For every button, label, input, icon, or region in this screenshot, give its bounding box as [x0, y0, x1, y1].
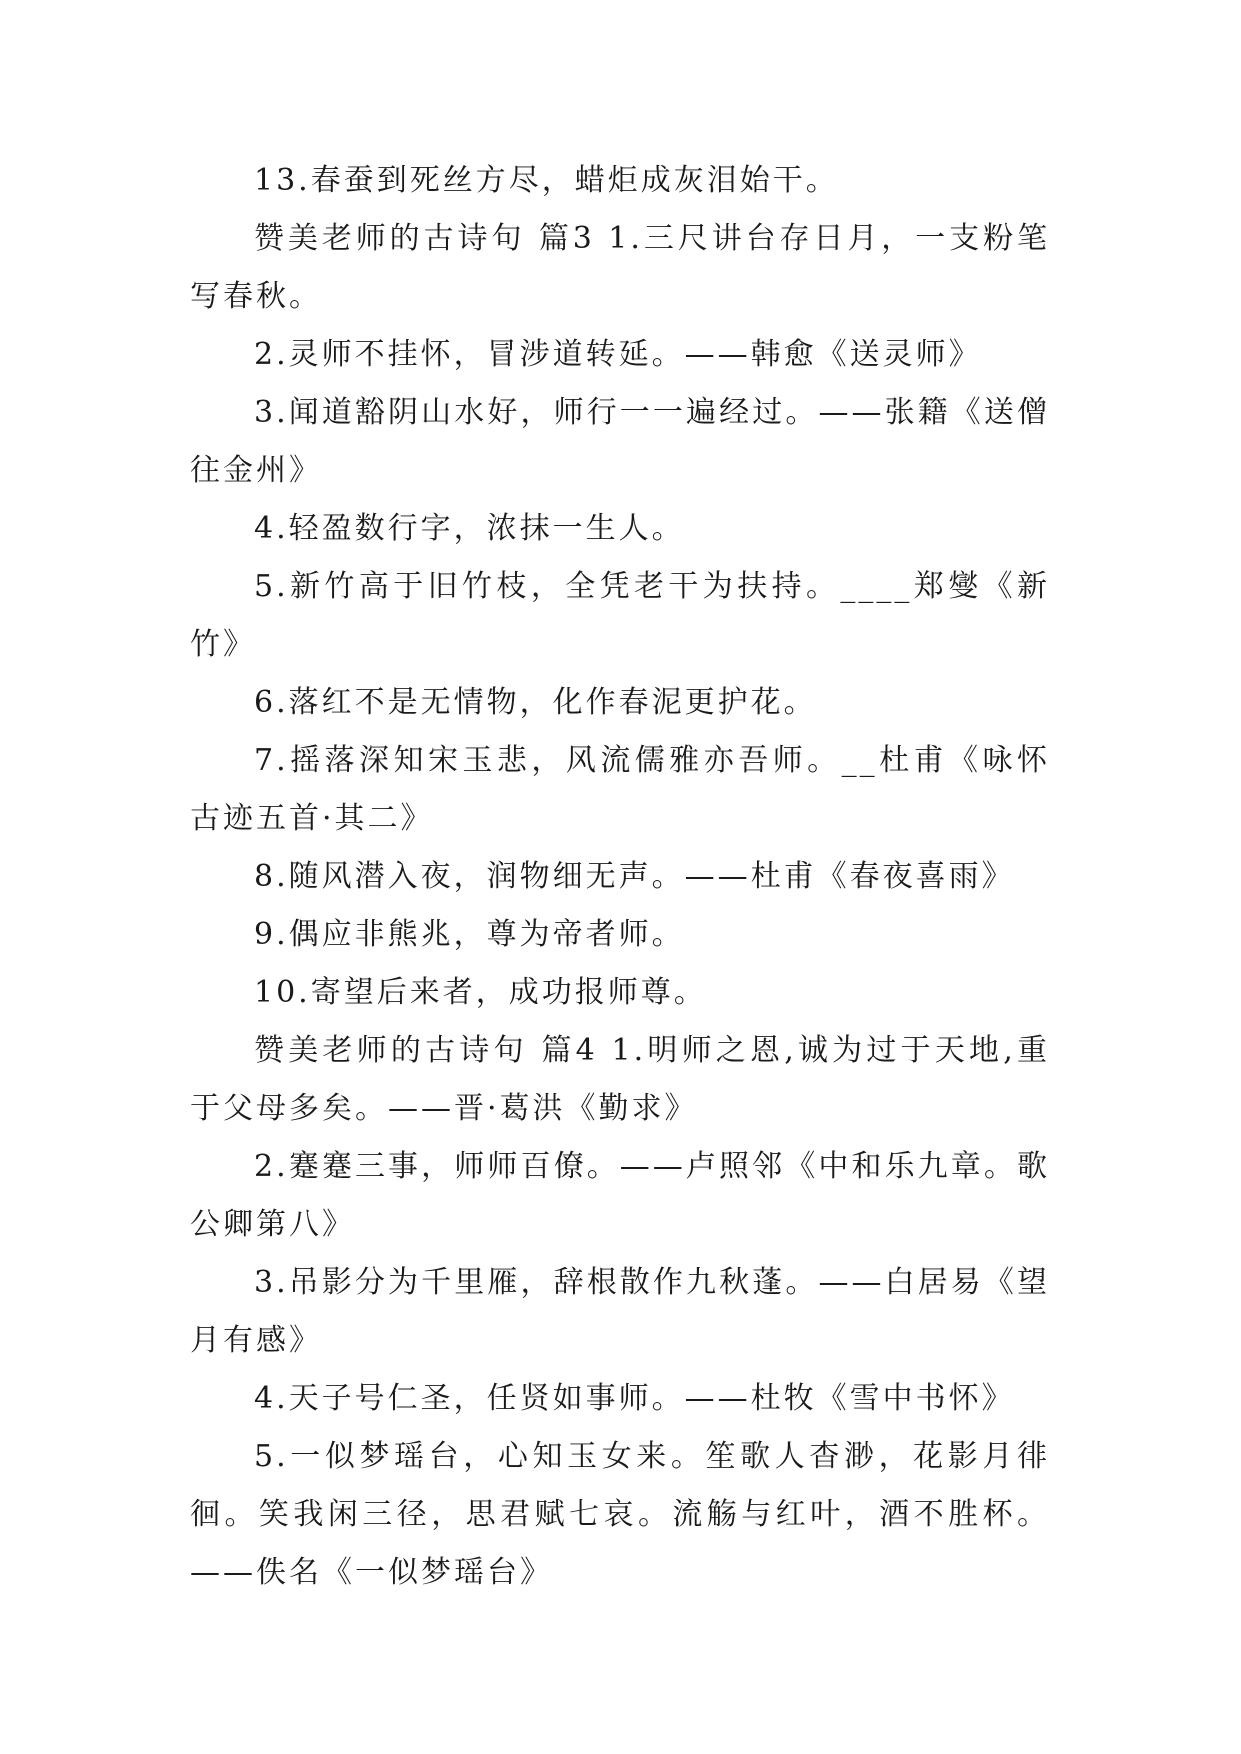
paragraph-line-2-s3: 2.灵师不挂怀，冒涉道转延。——韩愈《送灵师》: [254, 337, 982, 372]
paragraph-line-9-s3: 9.偶应非熊兆，尊为帝者师。: [254, 917, 685, 952]
paragraph-line-6-s3: 6.落红不是无情物，化作春泥更护花。: [254, 685, 817, 720]
paragraph-line-10-s3: 10.寄望后来者，成功报师尊。: [254, 975, 707, 1010]
paragraph-line-5-s3: 5.新竹高于旧竹枝，全凭老干为扶持。____郑燮《新竹》: [190, 569, 1050, 662]
document-body: [190, 152, 1050, 1602]
paragraph-line-5-s4: 5.一似梦瑶台，心知玉女来。笙歌人杳渺，花影月徘徊。笑我闲三径，思君赋七哀。流觞与红叶，酒不胜杯。——佚名《一似梦瑶台》: [190, 1439, 1050, 1590]
paragraph-section-4-heading: 赞美老师的古诗句 篇4 1.明师之恩,诚为过于天地,重于父母多矣。——晋·葛洪《勤求》: [190, 1033, 1050, 1126]
paragraph-line-2-s4: 2.蹇蹇三事，师师百僚。——卢照邻《中和乐九章。歌公卿第八》: [190, 1149, 1050, 1242]
paragraph-line-4-s4: 4.天子号仁圣，任贤如事师。——杜牧《雪中书怀》: [254, 1381, 1015, 1416]
paragraph-line-13: 13.春蚕到死丝方尽，蜡炬成灰泪始干。: [254, 163, 839, 198]
paragraph-line-7-s3: 7.摇落深知宋玉悲，风流儒雅亦吾师。__杜甫《咏怀古迹五首·其二》: [190, 743, 1050, 836]
paragraph-line-3-s4: 3.吊影分为千里雁，辞根散作九秋蓬。——白居易《望月有感》: [190, 1265, 1050, 1358]
paragraph-line-8-s3: 8.随风潜入夜，润物细无声。——杜甫《春夜喜雨》: [254, 859, 1015, 894]
paragraph-section-3-heading: 赞美老师的古诗句 篇3 1.三尺讲台存日月，一支粉笔写春秋。: [190, 221, 1050, 314]
paragraph-line-4-s3: 4.轻盈数行字，浓抹一生人。: [254, 511, 685, 546]
paragraph-line-3-s3: 3.闻道豁阴山水好，师行一一遍经过。——张籍《送僧往金州》: [190, 395, 1050, 488]
